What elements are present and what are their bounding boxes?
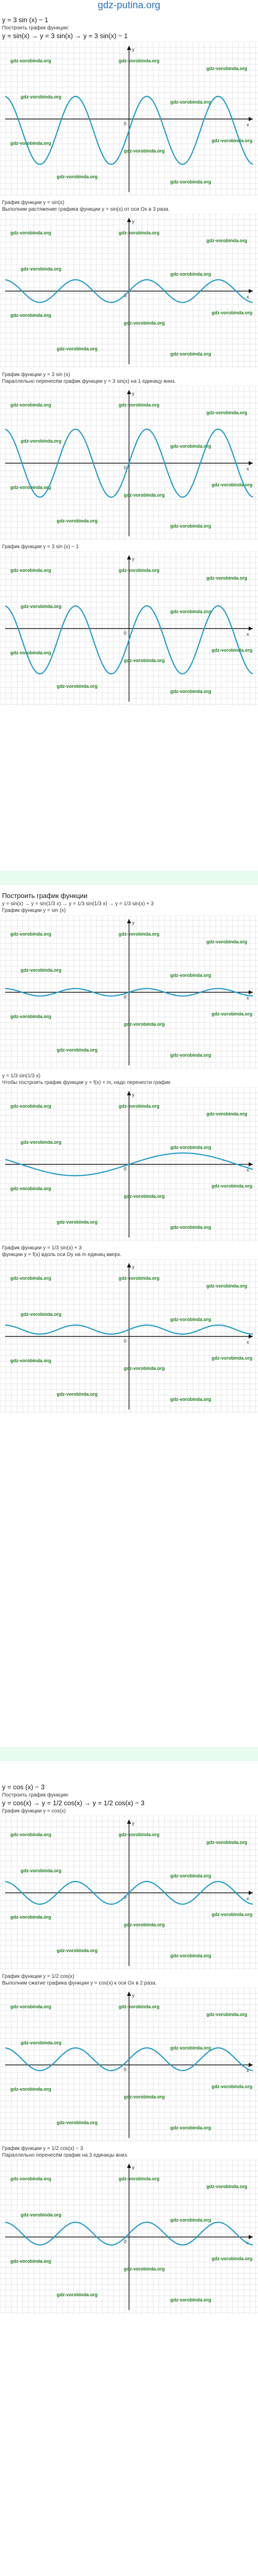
watermark-text: gdz-vorobinda.org (170, 99, 211, 105)
watermark-text: gdz-vorobinda.org (206, 66, 247, 71)
watermark-text: gdz-vorobinda.org (124, 2266, 165, 2272)
function-graph (0, 1087, 258, 1242)
watermark-text: gdz-vorobinda.org (10, 1914, 51, 1920)
x-axis-arrow-icon (249, 2063, 253, 2067)
watermark-text: gdz-vorobinda.org (212, 1011, 252, 1016)
watermark-text: gdz-vorobinda.org (119, 931, 159, 937)
watermark-text: gdz-vorobinda.org (57, 346, 98, 351)
watermark-text: gdz-vorobinda.org (21, 604, 61, 609)
section-separator (0, 871, 258, 885)
exercise-title: Построить график функции (2, 892, 88, 900)
watermark-text: gdz-vorobinda.org (119, 2176, 159, 2181)
watermark-text: gdz-vorobinda.org (57, 2120, 98, 2125)
graph-caption: График функции y = 1/3 sin(x) + 3 (2, 1245, 82, 1251)
function-graph (0, 214, 258, 368)
watermark-text: gdz-vorobinda.org (170, 1873, 211, 1878)
watermark-text: gdz-vorobinda.org (124, 658, 165, 663)
watermark-text: gdz-vorobinda.org (124, 1022, 165, 1027)
watermark-text: gdz-vorobinda.org (10, 1276, 51, 1281)
watermark-text: gdz-vorobinda.org (21, 968, 61, 973)
site-title: gdz-putina.org (98, 0, 160, 11)
origin-label: 0 (124, 994, 127, 999)
function-graph (0, 2160, 258, 2314)
watermark-text: gdz-vorobinda.org (10, 1186, 51, 1191)
watermark-text: gdz-vorobinda.org (57, 2292, 98, 2297)
y-axis-label: y (132, 219, 135, 224)
watermark-text: gdz-vorobinda.org (212, 2084, 252, 2089)
x-axis-arrow-icon (249, 1162, 253, 1166)
formula-chain: y = sin(x) → y = 3 sin(x) → y = 3 sin(x) − 1 (2, 32, 128, 40)
watermark-text: gdz-vorobinda.org (206, 238, 247, 243)
origin-label: 0 (124, 1166, 127, 1172)
watermark-text: gdz-vorobinda.org (170, 1225, 211, 1230)
x-axis-label: x (247, 995, 249, 1001)
graph-caption: График функции y = 3 sin (x) (2, 372, 70, 378)
x-axis-label: x (247, 466, 249, 471)
watermark-text: gdz-vorobinda.org (206, 939, 247, 944)
watermark-text: gdz-vorobinda.org (170, 444, 211, 449)
watermark-text: gdz-vorobinda.org (212, 2256, 252, 2261)
watermark-text: gdz-vorobinda.org (10, 2087, 51, 2092)
x-axis-label: x (247, 294, 249, 299)
y-axis-label: y (132, 1993, 135, 1998)
graph-caption: График функции y = 1/2 cos(x) (2, 1974, 74, 1979)
watermark-text: gdz-vorobinda.org (170, 179, 211, 184)
watermark-text: gdz-vorobinda.org (170, 1053, 211, 1058)
watermark-text: gdz-vorobinda.org (57, 1948, 98, 1953)
watermark-text: gdz-vorobinda.org (21, 94, 61, 99)
watermark-text: gdz-vorobinda.org (119, 568, 159, 573)
watermark-text: gdz-vorobinda.org (10, 568, 51, 573)
function-graph (0, 1988, 258, 2142)
watermark-text: gdz-vorobinda.org (206, 410, 247, 415)
step-note: Выполним растяжение графика функции y = sin(x) от оси Ox в 3 раза. (2, 207, 170, 212)
y-axis-label: y (132, 2165, 135, 2170)
step-note: Выполним сжатие графика функции y = cos(x) к оси Ox в 2 раза. (2, 1980, 157, 1986)
exercise-text: y = sin(x) → y = sin(1/3 x) → y = 1/3 sin(1/3 x) → y = 1/3 sin(x) + 3 (2, 901, 154, 907)
x-axis-label: x (247, 1340, 249, 1345)
step-note: Параллельно перенесём график на 3 единицы вниз. (2, 2153, 128, 2158)
watermark-text: gdz-vorobinda.org (212, 310, 252, 315)
watermark-text: gdz-vorobinda.org (10, 58, 51, 63)
watermark-text: gdz-vorobinda.org (10, 2004, 51, 2009)
function-graph (0, 1259, 258, 1414)
step-note: функции y = f(x) вдоль оси Oy на m единиц вверх. (2, 1252, 122, 1258)
watermark-text: gdz-vorobinda.org (124, 493, 165, 498)
graph-caption: График функции y = cos(x) (2, 1808, 66, 1814)
x-axis-label: x (247, 122, 249, 127)
origin-label: 0 (124, 465, 127, 470)
watermark-text: gdz-vorobinda.org (170, 2125, 211, 2130)
step-note: Чтобы построить график функции y = f(x) + m, надо перенести график (2, 1080, 171, 1086)
watermark-text: gdz-vorobinda.org (124, 148, 165, 154)
x-axis-arrow-icon (249, 2235, 253, 2239)
watermark-text: gdz-vorobinda.org (10, 141, 51, 146)
exercise-title: y = 3 sin (x) − 1 (2, 16, 49, 24)
exercise-title: y = cos (x) − 3 (2, 1783, 45, 1791)
watermark-text: gdz-vorobinda.org (21, 266, 61, 272)
function-graph (0, 915, 258, 1070)
watermark-text: gdz-vorobinda.org (119, 1104, 159, 1109)
watermark-text: gdz-vorobinda.org (170, 689, 211, 694)
watermark-text: gdz-vorobinda.org (206, 1111, 247, 1116)
watermark-text: gdz-vorobinda.org (170, 2045, 211, 2050)
y-axis-label: y (132, 1821, 135, 1826)
y-axis-label: y (132, 920, 135, 925)
origin-label: 0 (124, 1895, 127, 1900)
x-axis-arrow-icon (249, 461, 253, 465)
watermark-text: gdz-vorobinda.org (170, 1953, 211, 1958)
graph-caption: График функции y = 1/2 cos(x) − 3 (2, 2146, 83, 2151)
formula-chain: y = cos(x) → y = 1/2 cos(x) → y = 1/2 cos(x) − 3 (2, 1799, 144, 1807)
watermark-text: gdz-vorobinda.org (10, 1104, 51, 1109)
watermark-text: gdz-vorobinda.org (57, 1392, 98, 1397)
watermark-text: gdz-vorobinda.org (21, 1140, 61, 1145)
watermark-text: gdz-vorobinda.org (170, 609, 211, 614)
graph-caption: График функции y = sin(x) (2, 200, 64, 206)
x-axis-arrow-icon (249, 990, 253, 994)
watermark-text: gdz-vorobinda.org (21, 438, 61, 444)
watermark-text: gdz-vorobinda.org (170, 351, 211, 357)
watermark-text: gdz-vorobinda.org (170, 2217, 211, 2223)
function-graph (0, 551, 258, 706)
x-axis-label: x (247, 1167, 249, 1173)
watermark-text: gdz-vorobinda.org (57, 1219, 98, 1225)
watermark-text: gdz-vorobinda.org (170, 1317, 211, 1322)
watermark-text: gdz-vorobinda.org (170, 523, 211, 529)
exercise-text: Построить график функции: (2, 1792, 70, 1798)
origin-label: 0 (124, 2067, 127, 2072)
watermark-text: gdz-vorobinda.org (124, 320, 165, 326)
watermark-text: gdz-vorobinda.org (212, 482, 252, 487)
origin-label: 0 (124, 2239, 127, 2244)
watermark-text: gdz-vorobinda.org (10, 2259, 51, 2264)
watermark-text: gdz-vorobinda.org (212, 1355, 252, 1361)
watermark-text: gdz-vorobinda.org (206, 2184, 247, 2189)
watermark-text: gdz-vorobinda.org (57, 174, 98, 179)
exercise-text: Построить график функции: (2, 25, 70, 31)
graph-caption: y = 1/3 sin(1/3 x) (2, 1073, 41, 1079)
watermark-text: gdz-vorobinda.org (10, 931, 51, 937)
watermark-text: gdz-vorobinda.org (119, 1276, 159, 1281)
origin-label: 0 (124, 121, 127, 126)
origin-label: 0 (124, 1338, 127, 1344)
watermark-text: gdz-vorobinda.org (10, 2176, 51, 2181)
watermark-text: gdz-vorobinda.org (119, 1832, 159, 1837)
y-axis-label: y (132, 1092, 135, 1097)
watermark-text: gdz-vorobinda.org (10, 313, 51, 318)
watermark-text: gdz-vorobinda.org (124, 1922, 165, 1927)
origin-label: 0 (124, 631, 127, 636)
watermark-text: gdz-vorobinda.org (170, 272, 211, 277)
site-header (0, 0, 258, 13)
watermark-text: gdz-vorobinda.org (212, 138, 252, 143)
watermark-text: gdz-vorobinda.org (119, 402, 159, 408)
watermark-text: gdz-vorobinda.org (57, 684, 98, 689)
section-separator (0, 1747, 258, 1761)
function-graph (0, 1816, 258, 1970)
watermark-text: gdz-vorobinda.org (10, 1358, 51, 1363)
y-axis-label: y (132, 556, 135, 562)
watermark-text: gdz-vorobinda.org (10, 1832, 51, 1837)
watermark-text: gdz-vorobinda.org (10, 230, 51, 235)
watermark-text: gdz-vorobinda.org (170, 2297, 211, 2302)
function-graph (0, 386, 258, 540)
watermark-text: gdz-vorobinda.org (212, 1183, 252, 1189)
watermark-text: gdz-vorobinda.org (124, 2094, 165, 2099)
x-axis-arrow-icon (249, 1891, 253, 1895)
watermark-text: gdz-vorobinda.org (212, 1912, 252, 1917)
watermark-text: gdz-vorobinda.org (206, 2012, 247, 2017)
watermark-text: gdz-vorobinda.org (124, 1366, 165, 1371)
watermark-text: gdz-vorobinda.org (170, 973, 211, 978)
x-axis-label: x (247, 2068, 249, 2073)
x-axis-arrow-icon (249, 117, 253, 121)
watermark-text: gdz-vorobinda.org (10, 650, 51, 655)
watermark-text: gdz-vorobinda.org (206, 1283, 247, 1289)
x-axis-arrow-icon (249, 626, 253, 631)
watermark-text: gdz-vorobinda.org (206, 1840, 247, 1845)
watermark-text: gdz-vorobinda.org (57, 518, 98, 523)
exercise-section (0, 1783, 258, 2317)
watermark-text: gdz-vorobinda.org (124, 1194, 165, 1199)
watermark-text: gdz-vorobinda.org (10, 1014, 51, 1019)
watermark-text: gdz-vorobinda.org (57, 1047, 98, 1053)
x-axis-label: x (247, 2240, 249, 2245)
graph-caption: График функции y = 3 sin (x) − 1 (2, 544, 79, 550)
exercise-section (0, 891, 258, 1417)
graph-caption: График функции y = sin (x) (2, 908, 66, 913)
watermark-text: gdz-vorobinda.org (212, 648, 252, 653)
watermark-text: gdz-vorobinda.org (119, 58, 159, 63)
watermark-text: gdz-vorobinda.org (170, 1145, 211, 1150)
x-axis-arrow-icon (249, 289, 253, 293)
step-note: Параллельно перенесём график функции y = 3 sin(x) на 1 единицу вниз. (2, 379, 176, 384)
y-axis-label: y (132, 1264, 135, 1269)
y-axis-label: y (132, 47, 135, 52)
watermark-text: gdz-vorobinda.org (21, 1868, 61, 1873)
origin-label: 0 (124, 293, 127, 298)
watermark-text: gdz-vorobinda.org (119, 230, 159, 235)
watermark-text: gdz-vorobinda.org (206, 575, 247, 581)
watermark-text: gdz-vorobinda.org (21, 2212, 61, 2217)
x-axis-label: x (247, 632, 249, 637)
watermark-text: gdz-vorobinda.org (21, 2040, 61, 2045)
watermark-text: gdz-vorobinda.org (170, 1397, 211, 1402)
function-graph (0, 42, 258, 196)
x-axis-arrow-icon (249, 1334, 253, 1338)
watermark-text: gdz-vorobinda.org (10, 402, 51, 408)
x-axis-label: x (247, 1896, 249, 1901)
y-axis-label: y (132, 391, 135, 396)
watermark-text: gdz-vorobinda.org (21, 1312, 61, 1317)
exercise-section (0, 15, 258, 709)
watermark-text: gdz-vorobinda.org (119, 2004, 159, 2009)
watermark-text: gdz-vorobinda.org (10, 485, 51, 490)
